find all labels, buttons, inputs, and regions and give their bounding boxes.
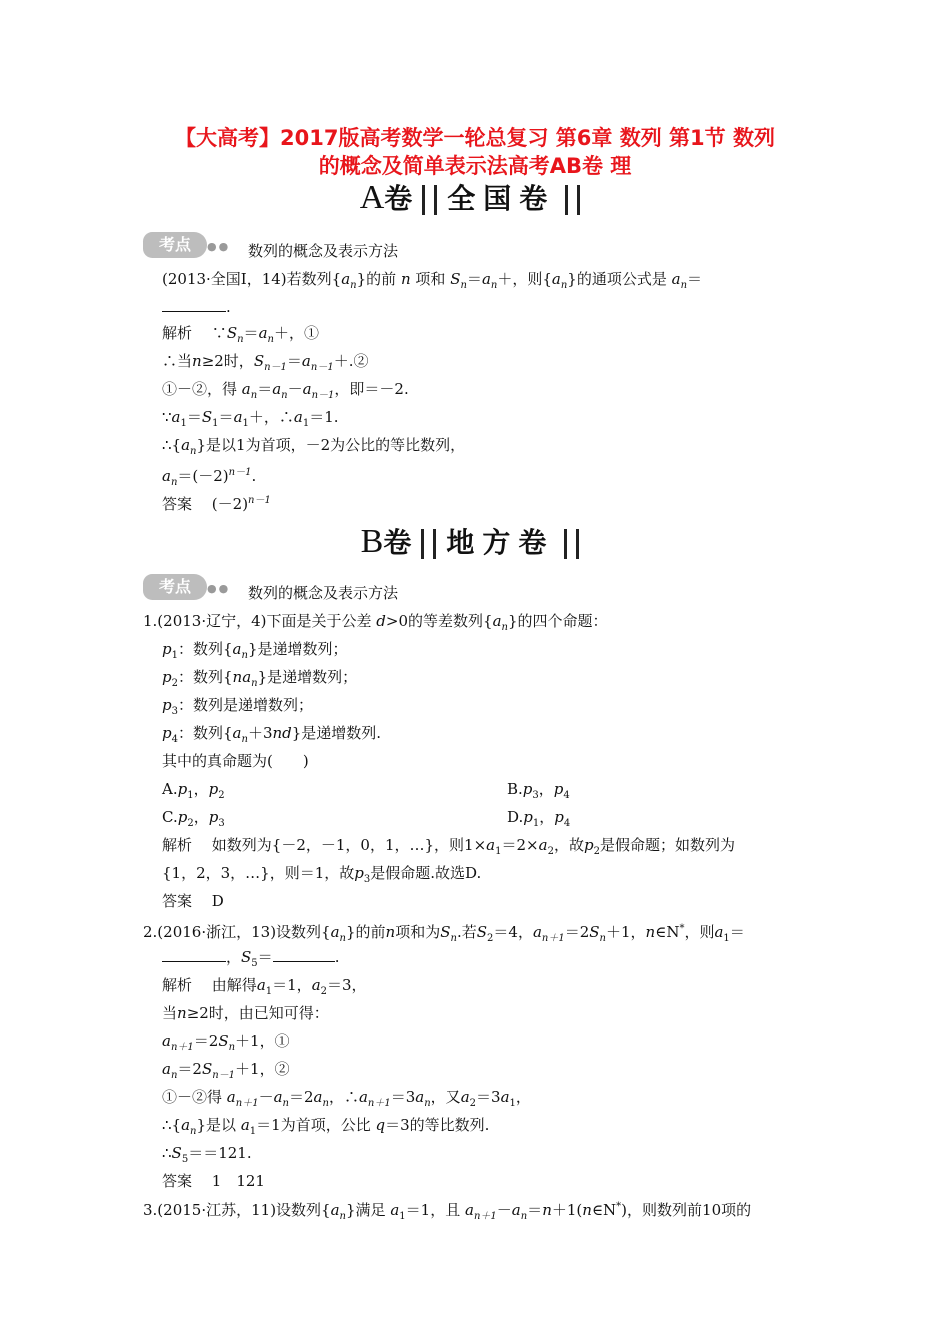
divider-bar: [422, 185, 437, 215]
q1-p4: $p_4$：数列$\{a_n+3nd\}$是递增数列.: [162, 724, 382, 745]
q2-answer: 答案 1 121: [162, 1172, 265, 1190]
q1-p2: $p_2$：数列$\{na_n\}$是递增数列；: [162, 668, 358, 689]
a-solution-1: 解析 $\because S_n=a_n+$，①: [162, 324, 319, 345]
q1-solution-1: 解析 如数列为{－2，－1，0，1，…}，则$1\times a_1=2\times a_2$，故$p_2$是假命题；如数列为: [162, 836, 735, 857]
divider-bar: [565, 185, 580, 215]
q2-stem: 2.(2016·浙江，13)设数列$\{a_n\}$的前n项和为$S_n$.若$S_2=4$，$a_{n+1}=2S_n+1$，n∈N*，则$a_1=$: [143, 923, 745, 944]
q1-option-b: $B.p_3$，$p_4$: [507, 780, 570, 801]
section-b-header: [0, 522, 950, 562]
topic-a: 数列的概念及表示方法: [248, 242, 399, 260]
title-line-1: 【大高考】2017版高考数学一轮总复习 第6章 数列 第1节 数列: [175, 126, 775, 150]
q2-solution-7: $\therefore S_5==121$.: [162, 1144, 252, 1165]
a-answer: 答案 $(-2)^{n-1}$: [162, 495, 271, 513]
kaodian-badge: [143, 232, 233, 258]
q1-option-d: $D.p_1$，$p_4$: [507, 808, 571, 829]
q1-ask: 其中的真命题为( ): [162, 752, 309, 770]
q1-p1: $p_1$：数列$\{a_n\}$是递增数列；: [162, 640, 348, 661]
a-solution-4: $\because a_1=S_1=a_1+$，$\therefore a_1=1$.: [162, 408, 339, 429]
kaodian-dots: ●●: [207, 240, 231, 253]
a-problem-blank: .: [162, 296, 231, 318]
q2-solution-1: 解析 由解得$a_1=1$，$a_2=3$，: [162, 976, 367, 997]
a-solution-6: $a_n=(-2)^{n-1}$.: [162, 467, 257, 488]
section-b-name: 地方卷: [446, 526, 555, 559]
section-a-letter: A: [359, 179, 385, 216]
q1-answer: 答案 D: [162, 892, 224, 910]
a-solution-3: ①－②，得 $a_n=a_n-a_{n-1}$，即＝－2.: [162, 380, 409, 401]
divider-bar: [421, 529, 436, 559]
q1-p3: $p_3$：数列是递增数列；: [162, 696, 313, 717]
kaodian-label: 考点: [143, 232, 207, 258]
q2-solution-4: $a_n=2S_{n-1}+1$，②: [162, 1060, 290, 1081]
q3-stem: 3.(2015·江苏，11)设数列$\{a_n\}$满足 $a_1=1$，且 $a_{n+1}-a_n=n+1(n\in N^*)$，则数列前10项的: [143, 1201, 752, 1222]
section-a-header: [0, 178, 950, 218]
q1-solution-2: {1，2，3，…}，则＝1，故$p_3$是假命题.故选D.: [162, 864, 482, 885]
kaodian-label: 考点: [143, 574, 207, 600]
page-title: [150, 124, 800, 180]
section-a-name: 全国卷: [447, 182, 556, 215]
a-problem-stem: (2013·全国Ⅰ，14)若数列$\{a_n\}$的前 n 项和 $S_n=a_n+$，则$\{a_n\}$的通项公式是 $a_n=$: [162, 270, 703, 291]
q2-solution-2: 当n≥2时，由已知可得：: [162, 1004, 329, 1022]
a-solution-2: ∴当n≥2时，$S_{n-1}=a_{n-1}+.②$: [162, 352, 369, 373]
kaodian-badge: [143, 574, 233, 600]
q2-blanks: ，$S_5=$ .: [162, 946, 339, 975]
q1-option-c: $C.p_2$，$p_3$: [162, 808, 225, 829]
q1-stem: 1.(2013·辽宁，4)下面是关于公差 d>0的等差数列$\{a_n\}$的四个命题：: [143, 612, 608, 633]
topic-b: 数列的概念及表示方法: [248, 584, 399, 602]
q2-solution-3: $a_{n+1}=2S_n+1$，①: [162, 1032, 290, 1053]
a-solution-5: $\therefore\{a_n\}$是以1为首项，－2为公比的等比数列，: [162, 436, 466, 457]
title-line-2: 的概念及简单表示法高考AB卷 理: [318, 154, 632, 178]
q1-option-a: $A.p_1$，$p_2$: [162, 780, 225, 801]
divider-bar: [564, 529, 579, 559]
section-b-juan: 卷: [383, 526, 412, 559]
q2-solution-6: $\therefore\{a_n\}$是以 $a_1=1$为首项，公比 q＝3的等比数列.: [162, 1116, 490, 1137]
kaodian-dots: ●●: [207, 582, 231, 595]
section-b-letter: B: [360, 523, 384, 560]
q2-solution-5: ①－②得 $a_{n+1}-a_n=2a_n$，$\therefore a_{n+1}=3a_n$，又$a_2=3a_1$，: [162, 1088, 531, 1109]
section-a-juan: 卷: [384, 182, 413, 215]
